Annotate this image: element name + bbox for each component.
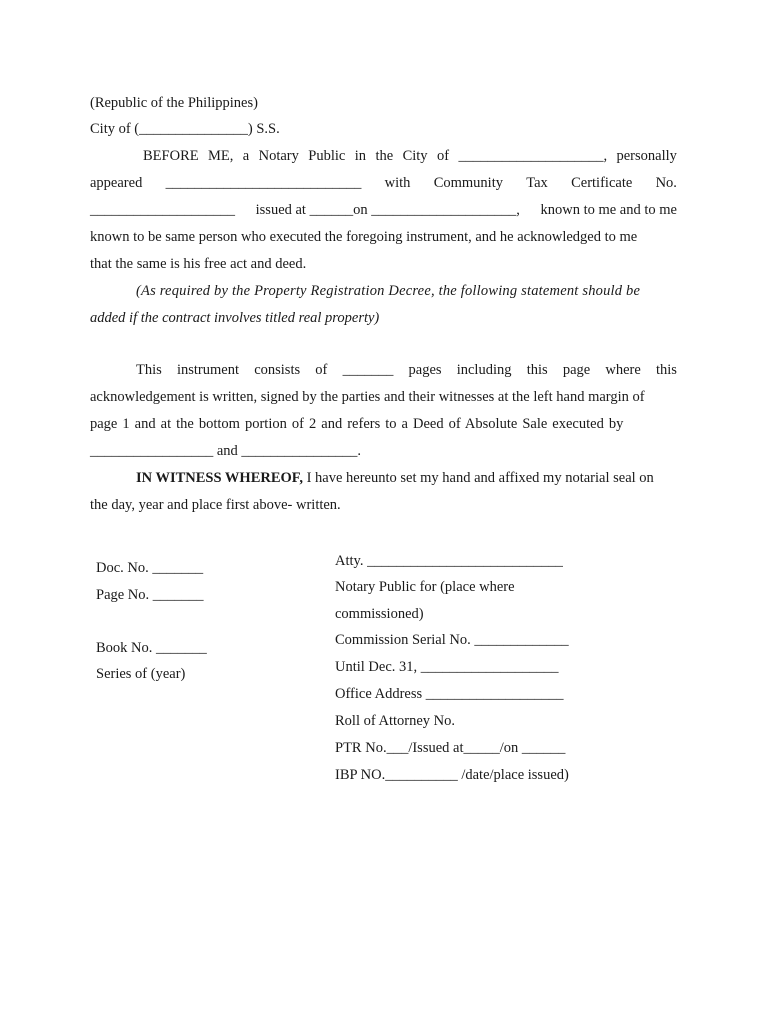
paragraph2-line4: _________________ and ________________. xyxy=(90,443,362,459)
word: in xyxy=(354,148,367,164)
paragraph1-line3 xyxy=(90,200,677,220)
word: _______ xyxy=(342,362,394,378)
word: This xyxy=(136,362,162,378)
word: Tax xyxy=(526,175,548,191)
word: Notary xyxy=(258,148,299,164)
word: appeared xyxy=(90,175,143,191)
word: with xyxy=(384,175,411,191)
roll-of-attorney-no: Roll of Attorney No. xyxy=(335,713,456,729)
word: pages xyxy=(408,362,442,378)
series-of-year: Series of (year) xyxy=(96,666,186,682)
word: Public xyxy=(308,148,346,164)
paragraph2-line2: acknowledgement is written, signed by the parties and their witnesses at the left hand margin of xyxy=(90,389,645,405)
notary-public-for: Notary Public for (place where xyxy=(335,579,515,595)
ibp-no: IBP NO.__________ /date/place issued) xyxy=(335,767,569,783)
word: ____________________, xyxy=(458,148,608,164)
word: consists xyxy=(254,362,301,378)
paragraph1-line2 xyxy=(90,173,677,193)
office-address: Office Address ___________________ xyxy=(335,686,564,702)
word: the xyxy=(375,148,394,164)
word: of xyxy=(315,362,328,378)
italic-note-line1: (As required by the Property Registration Decree, the following statement should be xyxy=(136,283,641,299)
word: including xyxy=(456,362,512,378)
commission-serial-no: Commission Serial No. _____________ xyxy=(335,632,569,648)
paragraph2-line1 xyxy=(136,360,677,380)
paragraph1-line4: known to be same person who executed the foregoing instrument, and he acknowledged to me xyxy=(90,229,638,245)
word: BEFORE xyxy=(143,148,199,164)
paragraph1-line5: that the same is his free act and deed. xyxy=(90,256,307,272)
witness-line2: the day, year and place first above- written. xyxy=(90,497,341,513)
page-no: Page No. _______ xyxy=(96,587,204,603)
commissioned: commissioned) xyxy=(335,606,424,622)
word: Certificate xyxy=(571,175,633,191)
word: where xyxy=(605,362,641,378)
word: of xyxy=(436,148,450,164)
word: issued at ______on ____________________, xyxy=(255,202,520,218)
word: ___________________________ xyxy=(165,175,362,191)
word: ____________________ xyxy=(90,202,235,218)
word: a xyxy=(242,148,250,164)
city-line: City of (_______________) S.S. xyxy=(90,121,280,137)
until-dec-31: Until Dec. 31, ___________________ xyxy=(335,659,559,675)
doc-no: Doc. No. _______ xyxy=(96,560,204,576)
word: City xyxy=(402,148,428,164)
republic-heading: (Republic of the Philippines) xyxy=(90,95,258,111)
word: No. xyxy=(655,175,677,191)
word: this xyxy=(526,362,548,378)
paragraph2-line3: page 1 and at the bottom portion of 2 and refers to a Deed of Absolute Sale executed by xyxy=(90,416,624,432)
italic-note-line2: added if the contract involves titled real property) xyxy=(90,310,380,326)
ptr-no: PTR No.___/Issued at_____/on ______ xyxy=(335,740,566,756)
word: this xyxy=(656,362,677,378)
paragraph1-line1 xyxy=(143,146,677,166)
book-no: Book No. _______ xyxy=(96,640,207,656)
word: personally xyxy=(616,148,677,164)
witness-rest: I have hereunto set my hand and affixed my notarial seal on xyxy=(302,470,654,486)
witness-line1 xyxy=(136,468,654,488)
witness-bold-phrase: IN WITNESS WHEREOF, xyxy=(136,470,303,486)
word: ME, xyxy=(208,148,234,164)
word: instrument xyxy=(176,362,239,378)
word: page xyxy=(562,362,591,378)
word: known to me and to me xyxy=(540,202,677,218)
word: Community xyxy=(433,175,503,191)
atty-line: Atty. ___________________________ xyxy=(335,553,563,569)
